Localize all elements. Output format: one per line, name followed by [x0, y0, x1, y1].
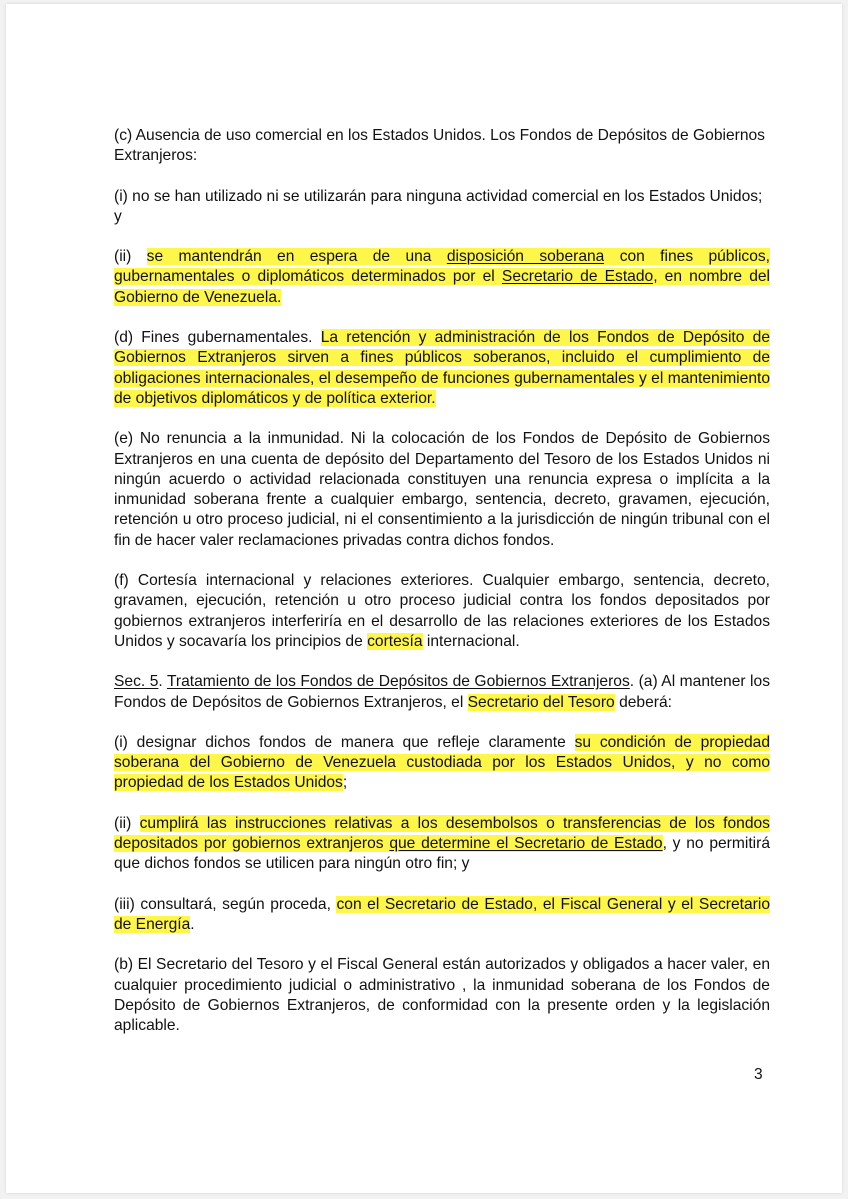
- paragraph-text: internacional.: [422, 632, 520, 650]
- document-page: [6, 4, 842, 1193]
- paragraph-c-i: [114, 187, 770, 228]
- highlighted-text: disposición soberana: [446, 248, 605, 266]
- paragraph-text: (iii) consultará, según proceda,: [114, 895, 337, 913]
- highlighted-text: cumplirá las instrucciones relativas a los desembolsos o transferencias de los fondos depositados por gobiernos extranjeros: [114, 814, 770, 853]
- paragraph-f: [114, 571, 770, 652]
- paragraph-text: ;: [342, 774, 348, 792]
- paragraph-sec5-b: [114, 955, 770, 1036]
- highlighted-text: Secretario de Estado: [501, 268, 654, 286]
- paragraph-c-ii: [114, 247, 770, 308]
- paragraph-sec5-ii: [114, 814, 770, 875]
- highlighted-text: La retención y administración de los Fondos de Depósito de Gobiernos Extranjeros sirven a fines públicos soberanos, incluido el cumplimiento de obligaciones internacionales, el desempeño de funciones gubernamentales y el mantenimiento de objetivos diplomáticos y de política exterior.: [114, 329, 770, 407]
- highlighted-text: cortesía: [367, 632, 423, 650]
- page-number: 3: [754, 1066, 763, 1083]
- paragraph-text: , y no permitirá que dichos fondos se utilicen para ningún otro fin; y: [114, 835, 770, 873]
- underlined-text: Sec. 5: [114, 673, 159, 691]
- paragraph-c: [114, 126, 770, 167]
- highlighted-text: su condición de propiedad soberana del Gobierno de Venezuela custodiada por los Estados Unidos, y no como propiedad de los Estados Unidos: [114, 733, 771, 792]
- paragraph-text: (ii): [114, 814, 140, 832]
- paragraph-text: .: [190, 915, 195, 933]
- paragraph-text: (i) designar dichos fondos de manera que refleje claramente: [114, 733, 575, 751]
- highlighted-text: que determine el Secretario de Estado: [389, 835, 663, 853]
- highlighted-text: se mantendrán en espera de una: [146, 248, 447, 266]
- paragraph-text: .: [158, 673, 167, 691]
- highlighted-text: con fines públicos, gubernamentales o diplomáticos determinados por el: [114, 248, 771, 286]
- underlined-text: Tratamiento de los Fondos de Depósitos de Gobiernos Extranjeros: [166, 673, 630, 691]
- highlighted-text: , en nombre del Gobierno de Venezuela.: [114, 268, 770, 306]
- paragraph-text: . (a) Al mantener los Fondos de Depósitos de Gobiernos Extranjeros, el: [114, 673, 770, 711]
- paragraph-d: [114, 328, 770, 409]
- paragraph-sec5-i: [114, 733, 770, 794]
- paragraph-text: (c) Ausencia de uso comercial en los Estados Unidos. Los Fondos de Depósitos de Gobiernos Extranjeros:: [114, 127, 765, 165]
- paragraph-sec5: [114, 672, 770, 713]
- paragraph-text: (ii): [114, 248, 147, 266]
- paragraph-e: [114, 429, 770, 551]
- paragraph-text: deberá:: [614, 693, 672, 711]
- document-body: [114, 126, 770, 1056]
- highlighted-text: Secretario del Tesoro: [467, 693, 615, 711]
- highlighted-text: con el Secretario de Estado, el Fiscal General y el Secretario de Energía: [114, 895, 770, 933]
- paragraph-text: (f) Cortesía internacional y relaciones exteriores. Cualquier embargo, sentencia, decreto, gravamen, ejecución, retención u otro proceso judicial contra los fondos depositados por gobiernos extranjeros interferiría en el desarrollo de las relaciones exteriores de los Estados Unidos y socavaría los principios de: [114, 572, 770, 650]
- paragraph-text: (e) No renuncia a la inmunidad. Ni la colocación de los Fondos de Depósito de Gobiernos Extranjeros en una cuenta de depósito del Departamento del Tesoro de los Estados Unidos ni ningún acuerdo o actividad relacionada constituyen una renuncia expresa o implícita a la inmunidad soberana frente a cualquier embargo, sentencia, decreto, gravamen, ejecución, retención u otro proceso judicial, ni el consentimiento a la jurisdicción de ningún tribunal con el fin de hacer valer reclamaciones privadas contra dichos fondos.: [114, 430, 770, 549]
- paragraph-text: (d) Fines gubernamentales.: [114, 329, 321, 347]
- paragraph-sec5-iii: [114, 895, 770, 936]
- paragraph-text: (b) El Secretario del Tesoro y el Fiscal General están autorizados y obligados a hacer valer, en cualquier procedimiento judicial o administrativo , la inmunidad soberana de los Fondos de Depósito de Gobiernos Extranjeros, de conformidad con la presente orden y la legislación aplicable.: [114, 956, 770, 1035]
- paragraph-text: (i) no se han utilizado ni se utilizarán para ninguna actividad comercial en los Estados Unidos; y: [114, 187, 763, 225]
